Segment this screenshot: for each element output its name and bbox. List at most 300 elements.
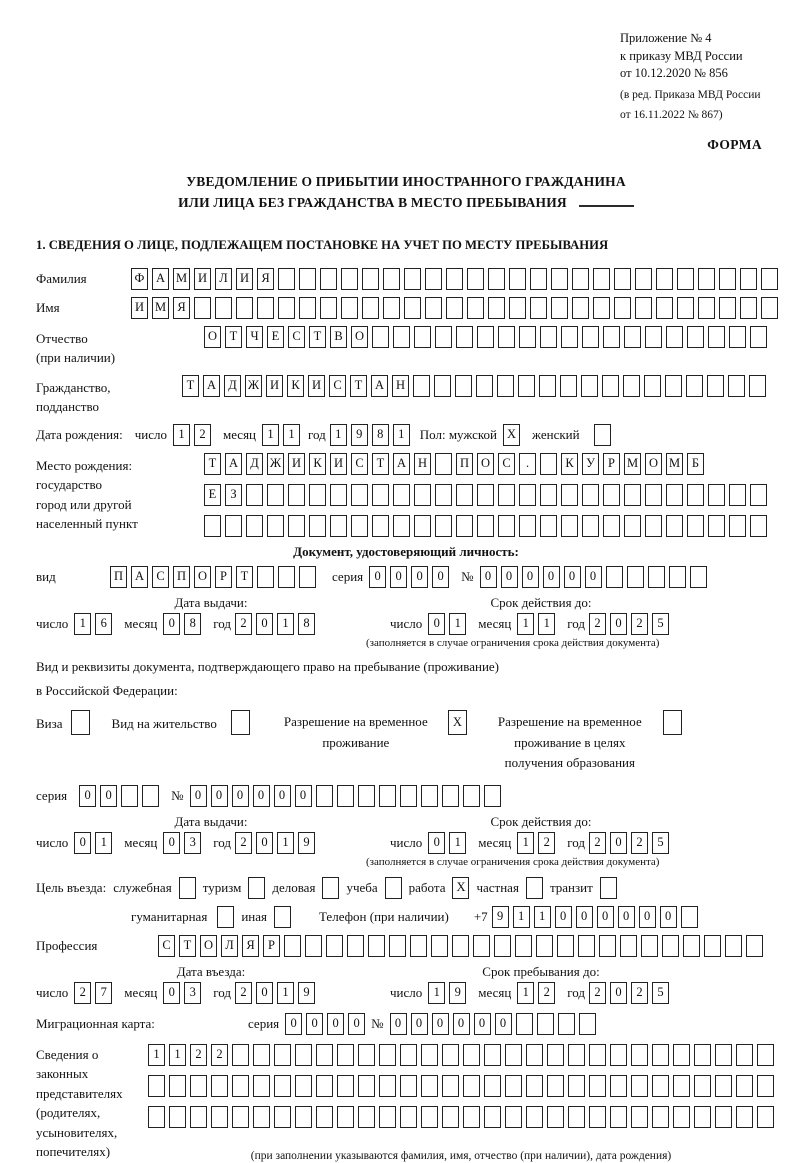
char-box[interactable]: 9	[298, 982, 315, 1004]
char-box[interactable]	[740, 268, 757, 290]
char-box[interactable]	[686, 375, 703, 397]
char-box[interactable]	[537, 1013, 554, 1035]
char-box[interactable]: 0	[74, 832, 91, 854]
char-box[interactable]	[687, 484, 704, 506]
char-box[interactable]	[568, 1075, 585, 1097]
char-box[interactable]	[379, 1044, 396, 1066]
char-box[interactable]: И	[194, 268, 211, 290]
char-box[interactable]: 1	[277, 982, 294, 1004]
birthplace-boxes-row1[interactable]	[204, 453, 767, 475]
char-box[interactable]: 9	[298, 832, 315, 854]
char-box[interactable]	[463, 1106, 480, 1128]
char-box[interactable]	[121, 785, 138, 807]
char-box[interactable]: Н	[392, 375, 409, 397]
char-box[interactable]	[610, 1106, 627, 1128]
char-box[interactable]: 9	[449, 982, 466, 1004]
permit-issue-day-boxes[interactable]	[74, 832, 112, 854]
char-box[interactable]	[579, 1013, 596, 1035]
char-box[interactable]	[603, 484, 620, 506]
char-box[interactable]	[435, 453, 452, 475]
char-box[interactable]: 0	[432, 566, 449, 588]
char-box[interactable]	[316, 1075, 333, 1097]
patronymic-boxes[interactable]	[204, 326, 767, 348]
char-box[interactable]	[540, 453, 557, 475]
char-box[interactable]: 8	[184, 613, 201, 635]
char-box[interactable]	[337, 1044, 354, 1066]
char-box[interactable]	[400, 1106, 417, 1128]
char-box[interactable]: Б	[687, 453, 704, 475]
char-box[interactable]	[749, 375, 766, 397]
permit-issue-month-boxes[interactable]	[163, 832, 201, 854]
char-box[interactable]	[400, 1075, 417, 1097]
char-box[interactable]	[673, 1106, 690, 1128]
char-box[interactable]	[446, 297, 463, 319]
char-box[interactable]: Д	[224, 375, 241, 397]
char-box[interactable]	[740, 297, 757, 319]
char-box[interactable]	[497, 375, 514, 397]
char-box[interactable]	[148, 1075, 165, 1097]
char-box[interactable]	[330, 515, 347, 537]
char-box[interactable]	[519, 515, 536, 537]
char-box[interactable]	[476, 375, 493, 397]
char-box[interactable]	[578, 935, 595, 957]
char-box[interactable]: 0	[256, 832, 273, 854]
char-box[interactable]: 1	[148, 1044, 165, 1066]
char-box[interactable]	[455, 375, 472, 397]
char-box[interactable]: 2	[589, 613, 606, 635]
char-box[interactable]	[194, 297, 211, 319]
char-box[interactable]	[729, 515, 746, 537]
char-box[interactable]: 0	[610, 832, 627, 854]
entry-year-boxes[interactable]	[235, 982, 315, 1004]
char-box[interactable]: Я	[242, 935, 259, 957]
char-box[interactable]	[246, 484, 263, 506]
char-box[interactable]	[484, 1075, 501, 1097]
entry-month-boxes[interactable]	[163, 982, 201, 1004]
char-box[interactable]	[540, 515, 557, 537]
char-box[interactable]: И	[308, 375, 325, 397]
purpose-private-checkbox[interactable]	[526, 877, 543, 899]
char-box[interactable]: 0	[495, 1013, 512, 1035]
char-box[interactable]	[631, 1044, 648, 1066]
char-box[interactable]: .	[519, 453, 536, 475]
char-box[interactable]	[708, 515, 725, 537]
char-box[interactable]	[393, 484, 410, 506]
char-box[interactable]	[694, 1044, 711, 1066]
char-box[interactable]	[666, 326, 683, 348]
char-box[interactable]	[211, 1075, 228, 1097]
char-box[interactable]: 0	[585, 566, 602, 588]
char-box[interactable]	[379, 1075, 396, 1097]
char-box[interactable]: X	[452, 877, 469, 899]
char-box[interactable]: 0	[79, 785, 96, 807]
char-box[interactable]	[414, 326, 431, 348]
char-box[interactable]	[707, 375, 724, 397]
char-box[interactable]: 0	[390, 1013, 407, 1035]
char-box[interactable]: Д	[246, 453, 263, 475]
char-box[interactable]: 0	[211, 785, 228, 807]
temp-residence-edu-checkbox[interactable]	[663, 710, 682, 735]
char-box[interactable]	[246, 515, 263, 537]
char-box[interactable]	[299, 297, 316, 319]
char-box[interactable]	[665, 375, 682, 397]
char-box[interactable]	[526, 1075, 543, 1097]
char-box[interactable]: К	[287, 375, 304, 397]
char-box[interactable]: Ж	[245, 375, 262, 397]
profession-boxes[interactable]	[158, 935, 763, 957]
char-box[interactable]	[623, 375, 640, 397]
char-box[interactable]: 0	[256, 982, 273, 1004]
char-box[interactable]: 0	[660, 906, 677, 928]
char-box[interactable]	[610, 1044, 627, 1066]
char-box[interactable]	[551, 268, 568, 290]
char-box[interactable]: 0	[453, 1013, 470, 1035]
char-box[interactable]	[477, 515, 494, 537]
char-box[interactable]	[757, 1075, 774, 1097]
char-box[interactable]	[400, 1044, 417, 1066]
char-box[interactable]	[274, 1106, 291, 1128]
char-box[interactable]	[600, 877, 617, 899]
char-box[interactable]	[305, 935, 322, 957]
char-box[interactable]: 0	[543, 566, 560, 588]
char-box[interactable]: 2	[74, 982, 91, 1004]
char-box[interactable]	[320, 268, 337, 290]
char-box[interactable]	[148, 1106, 165, 1128]
char-box[interactable]	[715, 1106, 732, 1128]
purpose-work-checkbox[interactable]	[452, 877, 469, 899]
char-box[interactable]	[456, 515, 473, 537]
char-box[interactable]: 9	[351, 424, 368, 446]
char-box[interactable]	[536, 935, 553, 957]
char-box[interactable]	[603, 326, 620, 348]
char-box[interactable]: 1	[169, 1044, 186, 1066]
char-box[interactable]	[358, 1106, 375, 1128]
char-box[interactable]	[515, 935, 532, 957]
char-box[interactable]: И	[131, 297, 148, 319]
char-box[interactable]	[362, 268, 379, 290]
passport-issue-day-boxes[interactable]	[74, 613, 112, 635]
char-box[interactable]	[267, 484, 284, 506]
char-box[interactable]	[383, 268, 400, 290]
char-box[interactable]	[421, 785, 438, 807]
char-box[interactable]	[215, 297, 232, 319]
sex-male-checkbox[interactable]	[503, 424, 520, 446]
char-box[interactable]	[484, 785, 501, 807]
char-box[interactable]	[547, 1075, 564, 1097]
char-box[interactable]	[435, 326, 452, 348]
char-box[interactable]: С	[329, 375, 346, 397]
char-box[interactable]	[217, 906, 234, 928]
char-box[interactable]	[539, 375, 556, 397]
char-box[interactable]	[169, 1106, 186, 1128]
char-box[interactable]: Ж	[267, 453, 284, 475]
char-box[interactable]	[589, 1106, 606, 1128]
char-box[interactable]: 3	[184, 982, 201, 1004]
char-box[interactable]	[498, 515, 515, 537]
char-box[interactable]	[257, 566, 274, 588]
char-box[interactable]	[404, 268, 421, 290]
char-box[interactable]: 0	[390, 566, 407, 588]
char-box[interactable]	[232, 1106, 249, 1128]
char-box[interactable]	[278, 566, 295, 588]
char-box[interactable]	[337, 1106, 354, 1128]
char-box[interactable]	[690, 566, 707, 588]
purpose-humanitarian-checkbox[interactable]	[217, 906, 234, 928]
temp-residence-checkbox[interactable]	[448, 710, 467, 735]
char-box[interactable]	[413, 375, 430, 397]
char-box[interactable]	[169, 1075, 186, 1097]
name-boxes[interactable]	[131, 297, 778, 319]
char-box[interactable]	[708, 326, 725, 348]
entry-day-boxes[interactable]	[74, 982, 112, 1004]
char-box[interactable]: 0	[522, 566, 539, 588]
char-box[interactable]: 1	[95, 832, 112, 854]
char-box[interactable]	[299, 268, 316, 290]
char-box[interactable]: 2	[190, 1044, 207, 1066]
char-box[interactable]: Т	[182, 375, 199, 397]
char-box[interactable]: Н	[414, 453, 431, 475]
char-box[interactable]	[644, 375, 661, 397]
char-box[interactable]	[463, 1075, 480, 1097]
char-box[interactable]: 0	[190, 785, 207, 807]
permit-issue-year-boxes[interactable]	[235, 832, 315, 854]
char-box[interactable]: О	[200, 935, 217, 957]
char-box[interactable]	[750, 484, 767, 506]
char-box[interactable]	[477, 326, 494, 348]
char-box[interactable]: С	[152, 566, 169, 588]
representatives-boxes-row3[interactable]	[148, 1106, 774, 1128]
char-box[interactable]	[316, 785, 333, 807]
char-box[interactable]: 0	[163, 832, 180, 854]
char-box[interactable]	[582, 326, 599, 348]
representatives-boxes-row1[interactable]	[148, 1044, 774, 1066]
char-box[interactable]	[645, 326, 662, 348]
char-box[interactable]: 1	[283, 424, 300, 446]
char-box[interactable]	[750, 515, 767, 537]
char-box[interactable]	[341, 268, 358, 290]
char-box[interactable]	[614, 268, 631, 290]
char-box[interactable]: 1	[517, 982, 534, 1004]
char-box[interactable]: О	[194, 566, 211, 588]
char-box[interactable]: 2	[631, 613, 648, 635]
char-box[interactable]	[620, 935, 637, 957]
char-box[interactable]: 0	[232, 785, 249, 807]
char-box[interactable]	[547, 1044, 564, 1066]
char-box[interactable]: К	[561, 453, 578, 475]
char-box[interactable]	[505, 1106, 522, 1128]
char-box[interactable]	[719, 268, 736, 290]
passport-issue-year-boxes[interactable]	[235, 613, 315, 635]
char-box[interactable]: Т	[309, 326, 326, 348]
char-box[interactable]: 0	[306, 1013, 323, 1035]
char-box[interactable]: 1	[538, 613, 555, 635]
char-box[interactable]: Р	[215, 566, 232, 588]
char-box[interactable]	[347, 935, 364, 957]
char-box[interactable]: О	[645, 453, 662, 475]
permit-valid-month-boxes[interactable]	[517, 832, 555, 854]
char-box[interactable]	[568, 1106, 585, 1128]
char-box[interactable]	[330, 484, 347, 506]
surname-boxes[interactable]	[131, 268, 778, 290]
char-box[interactable]: 1	[517, 832, 534, 854]
char-box[interactable]: 1	[74, 613, 91, 635]
char-box[interactable]	[641, 935, 658, 957]
char-box[interactable]: 1	[428, 982, 445, 1004]
char-box[interactable]	[519, 484, 536, 506]
char-box[interactable]: П	[456, 453, 473, 475]
char-box[interactable]	[295, 1044, 312, 1066]
stay-day-boxes[interactable]	[428, 982, 466, 1004]
permit-valid-year-boxes[interactable]	[589, 832, 669, 854]
char-box[interactable]	[467, 297, 484, 319]
char-box[interactable]	[610, 1075, 627, 1097]
char-box[interactable]	[673, 1075, 690, 1097]
char-box[interactable]	[526, 877, 543, 899]
char-box[interactable]	[179, 877, 196, 899]
char-box[interactable]	[505, 1075, 522, 1097]
char-box[interactable]: 0	[576, 906, 593, 928]
char-box[interactable]	[295, 1075, 312, 1097]
char-box[interactable]	[442, 785, 459, 807]
char-box[interactable]	[322, 877, 339, 899]
char-box[interactable]: А	[371, 375, 388, 397]
char-box[interactable]: 1	[277, 832, 294, 854]
char-box[interactable]	[435, 515, 452, 537]
char-box[interactable]	[379, 785, 396, 807]
char-box[interactable]: А	[131, 566, 148, 588]
char-box[interactable]	[750, 326, 767, 348]
char-box[interactable]	[295, 1106, 312, 1128]
char-box[interactable]: 1	[330, 424, 347, 446]
char-box[interactable]: Т	[350, 375, 367, 397]
char-box[interactable]	[518, 375, 535, 397]
char-box[interactable]	[393, 515, 410, 537]
char-box[interactable]	[635, 268, 652, 290]
char-box[interactable]	[561, 326, 578, 348]
doc-type-boxes[interactable]	[110, 566, 316, 588]
char-box[interactable]	[225, 515, 242, 537]
char-box[interactable]: Р	[263, 935, 280, 957]
char-box[interactable]	[442, 1075, 459, 1097]
char-box[interactable]: 0	[348, 1013, 365, 1035]
char-box[interactable]	[421, 1075, 438, 1097]
char-box[interactable]	[425, 268, 442, 290]
char-box[interactable]: Т	[236, 566, 253, 588]
char-box[interactable]	[509, 268, 526, 290]
char-box[interactable]	[253, 1106, 270, 1128]
char-box[interactable]: С	[351, 453, 368, 475]
char-box[interactable]: И	[330, 453, 347, 475]
char-box[interactable]	[326, 935, 343, 957]
char-box[interactable]	[694, 1075, 711, 1097]
char-box[interactable]	[253, 1044, 270, 1066]
char-box[interactable]	[456, 326, 473, 348]
char-box[interactable]: А	[152, 268, 169, 290]
char-box[interactable]: 0	[256, 613, 273, 635]
char-box[interactable]: 5	[652, 613, 669, 635]
char-box[interactable]	[431, 935, 448, 957]
char-box[interactable]	[425, 297, 442, 319]
char-box[interactable]	[389, 935, 406, 957]
char-box[interactable]: 0	[474, 1013, 491, 1035]
char-box[interactable]	[467, 268, 484, 290]
char-box[interactable]	[190, 1106, 207, 1128]
migration-series-boxes[interactable]	[285, 1013, 365, 1035]
char-box[interactable]: X	[448, 710, 467, 735]
char-box[interactable]	[631, 1075, 648, 1097]
char-box[interactable]: 0	[480, 566, 497, 588]
char-box[interactable]	[463, 785, 480, 807]
citizenship-boxes[interactable]	[182, 375, 766, 397]
char-box[interactable]	[267, 515, 284, 537]
char-box[interactable]: 1	[262, 424, 279, 446]
char-box[interactable]	[498, 326, 515, 348]
char-box[interactable]	[248, 877, 265, 899]
char-box[interactable]	[488, 268, 505, 290]
char-box[interactable]	[278, 268, 295, 290]
char-box[interactable]: Т	[372, 453, 389, 475]
char-box[interactable]	[379, 1106, 396, 1128]
passport-series-boxes[interactable]	[369, 566, 449, 588]
char-box[interactable]	[530, 268, 547, 290]
char-box[interactable]: 0	[428, 613, 445, 635]
char-box[interactable]: 6	[95, 613, 112, 635]
char-box[interactable]: С	[158, 935, 175, 957]
char-box[interactable]	[320, 297, 337, 319]
char-box[interactable]: 2	[538, 982, 555, 1004]
char-box[interactable]: И	[236, 268, 253, 290]
char-box[interactable]	[385, 877, 402, 899]
char-box[interactable]: 0	[555, 906, 572, 928]
char-box[interactable]: Т	[225, 326, 242, 348]
char-box[interactable]	[656, 268, 673, 290]
char-box[interactable]	[442, 1044, 459, 1066]
char-box[interactable]	[681, 906, 698, 928]
char-box[interactable]	[603, 515, 620, 537]
char-box[interactable]	[540, 326, 557, 348]
passport-number-boxes[interactable]	[480, 566, 707, 588]
char-box[interactable]: Р	[603, 453, 620, 475]
char-box[interactable]	[589, 1044, 606, 1066]
char-box[interactable]: Е	[204, 484, 221, 506]
char-box[interactable]: 0	[253, 785, 270, 807]
stay-year-boxes[interactable]	[589, 982, 669, 1004]
char-box[interactable]	[358, 785, 375, 807]
char-box[interactable]	[736, 1075, 753, 1097]
char-box[interactable]	[698, 268, 715, 290]
char-box[interactable]	[725, 935, 742, 957]
char-box[interactable]: X	[503, 424, 520, 446]
char-box[interactable]	[666, 515, 683, 537]
char-box[interactable]	[656, 297, 673, 319]
char-box[interactable]	[757, 1106, 774, 1128]
permit-number-boxes[interactable]	[190, 785, 501, 807]
char-box[interactable]	[581, 375, 598, 397]
char-box[interactable]	[509, 297, 526, 319]
char-box[interactable]: А	[225, 453, 242, 475]
char-box[interactable]: 0	[597, 906, 614, 928]
char-box[interactable]	[446, 268, 463, 290]
char-box[interactable]	[274, 1075, 291, 1097]
char-box[interactable]: 0	[501, 566, 518, 588]
char-box[interactable]	[547, 1106, 564, 1128]
char-box[interactable]	[729, 326, 746, 348]
char-box[interactable]	[715, 1044, 732, 1066]
purpose-business-checkbox[interactable]	[322, 877, 339, 899]
char-box[interactable]	[358, 1044, 375, 1066]
char-box[interactable]: 7	[95, 982, 112, 1004]
char-box[interactable]	[309, 515, 326, 537]
